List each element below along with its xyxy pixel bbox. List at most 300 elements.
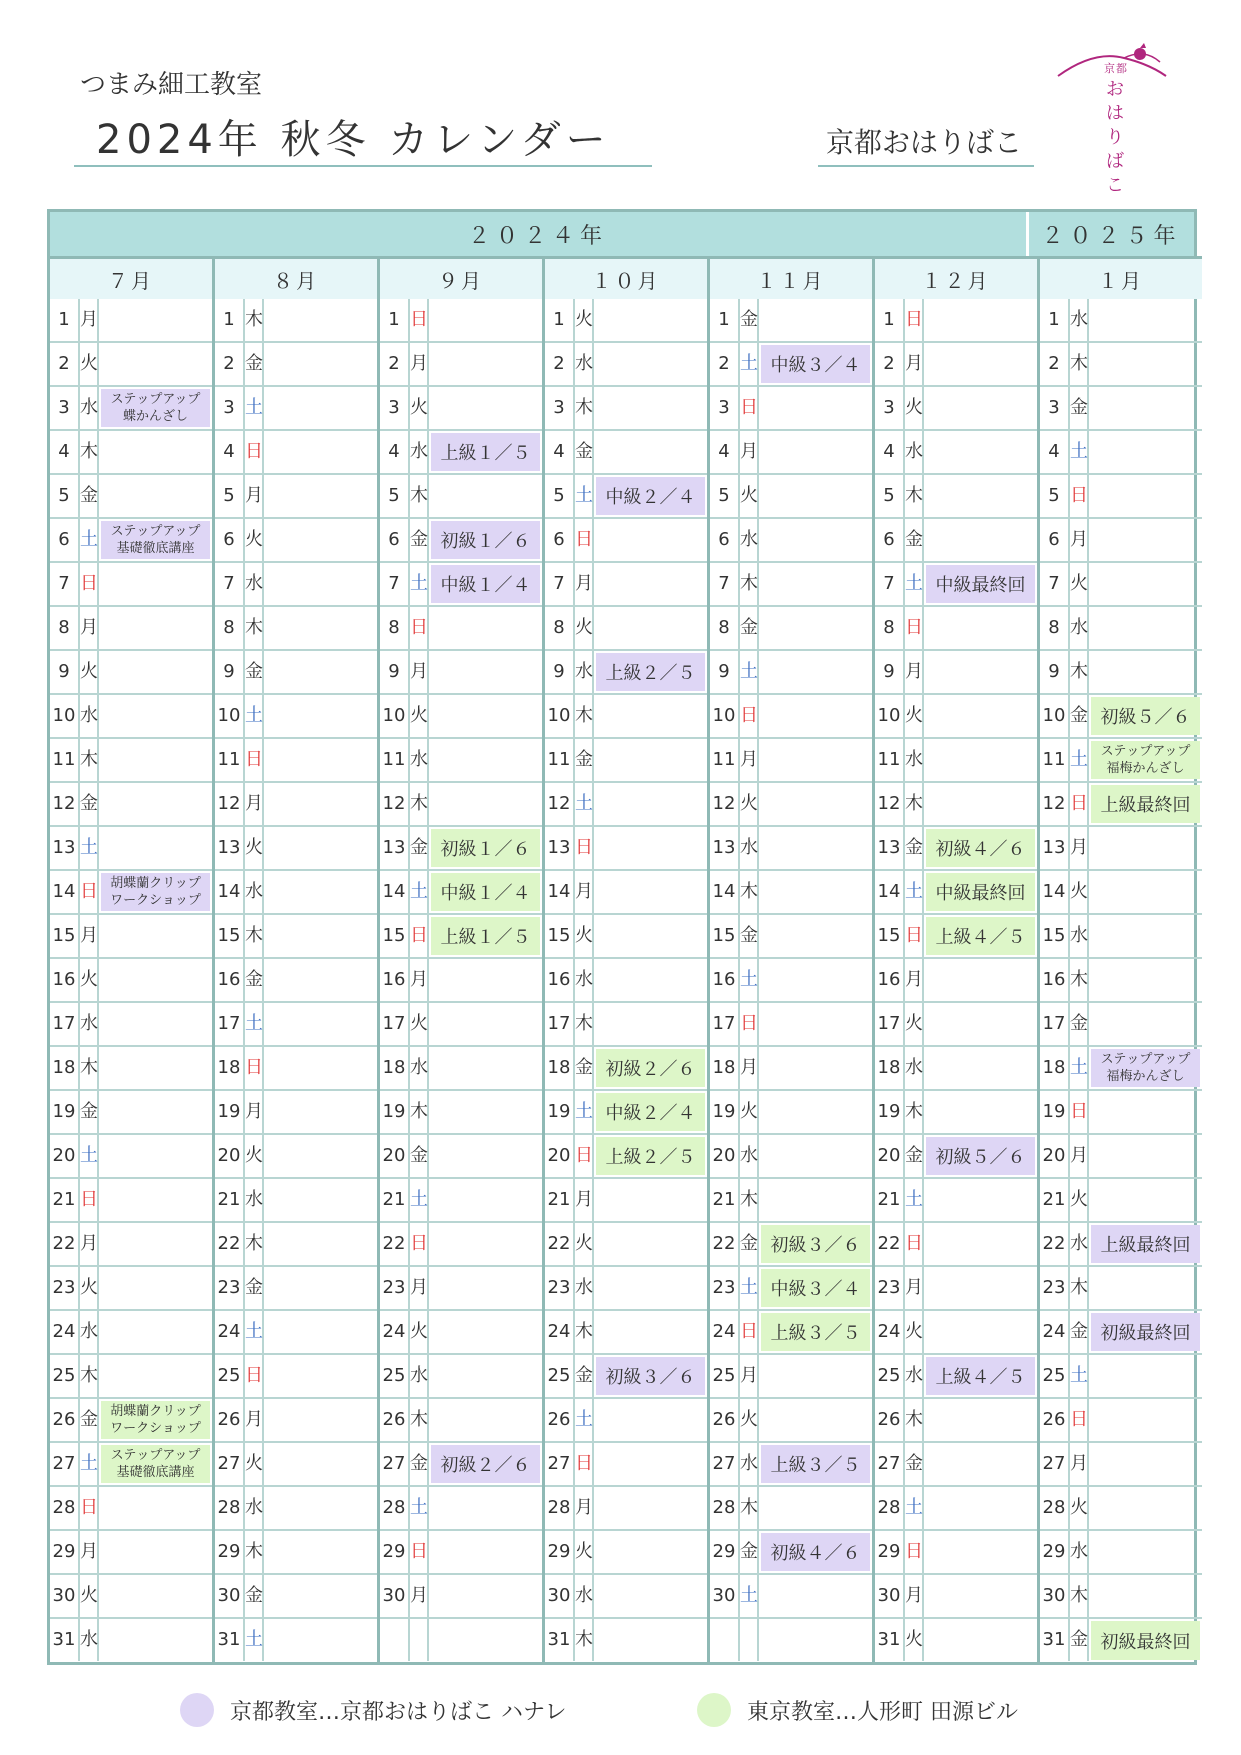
weekday: 水 (573, 651, 594, 693)
day-row (710, 1223, 872, 1267)
day-row (545, 695, 707, 739)
weekday: 金 (738, 915, 759, 957)
day-number: 9 (223, 661, 235, 682)
legend-tokyo-label: 東京教室…人形町 田源ビル (747, 1699, 1018, 1725)
weekday: 水 (78, 1619, 99, 1661)
weekday: 金 (243, 343, 264, 385)
day-number: 11 (52, 749, 76, 770)
weekday: 土 (243, 1003, 264, 1045)
weekday: 土 (1068, 1047, 1089, 1089)
weekday: 木 (78, 739, 99, 781)
weekday: 木 (1068, 959, 1089, 1001)
weekday: 火 (903, 1311, 924, 1353)
day-number: 2 (388, 353, 400, 374)
month-column (545, 256, 707, 1662)
day-number: 7 (223, 573, 235, 594)
weekday: 月 (408, 651, 429, 693)
day-row (215, 1531, 377, 1575)
day-row (710, 1619, 872, 1662)
day-number: 24 (712, 1321, 736, 1342)
weekday: 日 (408, 299, 429, 341)
weekday: 土 (243, 1619, 264, 1661)
weekday: 日 (78, 1487, 99, 1529)
day-row (545, 1399, 707, 1443)
day-number: 13 (217, 837, 241, 858)
weekday: 月 (1068, 827, 1089, 869)
day-row (380, 1531, 542, 1575)
day-row (215, 871, 377, 915)
day-row (380, 1619, 542, 1662)
day-row (875, 607, 1037, 651)
day-row (875, 1355, 1037, 1399)
month-column (380, 256, 542, 1662)
day-row (710, 1267, 872, 1311)
day-row (710, 1311, 872, 1355)
day-row (380, 871, 542, 915)
weekday (408, 1619, 429, 1661)
weekday: 水 (738, 1443, 759, 1485)
weekday: 水 (408, 1047, 429, 1089)
day-row (545, 1443, 707, 1487)
day-row (545, 1575, 707, 1619)
day-row (545, 1003, 707, 1047)
weekday: 日 (738, 1003, 759, 1045)
day-number: 2 (1048, 353, 1060, 374)
weekday: 金 (243, 1575, 264, 1617)
day-row (380, 563, 542, 607)
weekday: 土 (243, 1311, 264, 1353)
day-number: 30 (382, 1585, 406, 1606)
weekday: 水 (573, 959, 594, 1001)
weekday: 火 (243, 1135, 264, 1177)
day-row (380, 783, 542, 827)
day-row (1040, 1575, 1202, 1619)
day-number: 28 (547, 1497, 571, 1518)
weekday: 月 (408, 1575, 429, 1617)
day-row (215, 1399, 377, 1443)
event-kyoto: 初級５／６ (926, 1137, 1035, 1175)
school-name: つまみ細工教室 (80, 70, 263, 100)
day-row (875, 1047, 1037, 1091)
day-number: 9 (553, 661, 565, 682)
day-number: 16 (382, 969, 406, 990)
weekday: 土 (243, 695, 264, 737)
event-tokyo: 胡蝶蘭クリップ ワークショップ (101, 1401, 210, 1439)
event-tokyo: 初級１／６ (431, 829, 540, 867)
day-row (380, 1355, 542, 1399)
weekday: 金 (573, 431, 594, 473)
day-number: 28 (382, 1497, 406, 1518)
day-number: 3 (883, 397, 895, 418)
weekday: 日 (243, 739, 264, 781)
day-row (875, 1223, 1037, 1267)
day-row (545, 783, 707, 827)
day-number: 30 (1042, 1585, 1066, 1606)
month-header: １月 (1040, 256, 1202, 299)
day-row (875, 783, 1037, 827)
weekday: 木 (408, 1091, 429, 1133)
day-row (875, 871, 1037, 915)
day-number: 13 (547, 837, 571, 858)
day-row (710, 1575, 872, 1619)
day-number: 17 (712, 1013, 736, 1034)
day-number: 12 (52, 793, 76, 814)
day-number: 21 (877, 1189, 901, 1210)
weekday: 水 (243, 871, 264, 913)
day-row (380, 431, 542, 475)
day-number: 27 (217, 1453, 241, 1474)
weekday: 月 (408, 1267, 429, 1309)
day-number: 22 (877, 1233, 901, 1254)
day-row (50, 1619, 212, 1662)
weekday: 土 (78, 519, 99, 561)
weekday: 金 (1068, 387, 1089, 429)
day-number: 14 (52, 881, 76, 902)
day-number: 1 (388, 309, 400, 330)
day-row (545, 1047, 707, 1091)
weekday: 火 (78, 343, 99, 385)
day-number: 25 (547, 1365, 571, 1386)
day-row (1040, 607, 1202, 651)
event-tokyo: 初級２／６ (596, 1049, 705, 1087)
event-kyoto: 中級３／４ (761, 345, 870, 383)
day-number: 31 (1042, 1629, 1066, 1650)
day-row (1040, 1267, 1202, 1311)
day-row (50, 1443, 212, 1487)
weekday: 火 (408, 387, 429, 429)
weekday: 火 (738, 475, 759, 517)
day-number: 29 (547, 1541, 571, 1562)
month-column (875, 256, 1037, 1662)
weekday: 木 (738, 563, 759, 605)
day-row (1040, 1443, 1202, 1487)
weekday: 金 (1068, 1619, 1089, 1661)
weekday: 月 (1068, 1443, 1089, 1485)
day-row (50, 1047, 212, 1091)
weekday (738, 1619, 759, 1661)
day-number: 6 (553, 529, 565, 550)
day-number: 15 (52, 925, 76, 946)
day-number: 17 (1042, 1013, 1066, 1034)
day-row (380, 651, 542, 695)
day-number: 18 (52, 1057, 76, 1078)
weekday: 土 (408, 1179, 429, 1221)
weekday: 火 (78, 1575, 99, 1617)
day-number: 2 (58, 353, 70, 374)
day-number: 19 (877, 1101, 901, 1122)
day-number: 16 (877, 969, 901, 990)
day-number: 29 (1042, 1541, 1066, 1562)
day-row (545, 651, 707, 695)
day-row (215, 343, 377, 387)
day-number: 7 (1048, 573, 1060, 594)
weekday: 木 (573, 1619, 594, 1661)
weekday: 火 (78, 959, 99, 1001)
day-row (380, 915, 542, 959)
weekday: 金 (78, 783, 99, 825)
day-row (875, 1619, 1037, 1662)
day-number: 12 (382, 793, 406, 814)
day-row (50, 915, 212, 959)
day-row (545, 563, 707, 607)
weekday: 水 (243, 563, 264, 605)
day-number: 18 (877, 1057, 901, 1078)
day-number: 28 (52, 1497, 76, 1518)
weekday: 水 (573, 1575, 594, 1617)
day-row (215, 1311, 377, 1355)
weekday: 土 (573, 1399, 594, 1441)
day-number: 24 (382, 1321, 406, 1342)
day-row (50, 1355, 212, 1399)
day-number: 17 (217, 1013, 241, 1034)
day-number: 20 (712, 1145, 736, 1166)
day-row (380, 1487, 542, 1531)
weekday: 水 (738, 519, 759, 561)
weekday: 木 (408, 1399, 429, 1441)
day-number: 25 (52, 1365, 76, 1386)
day-number: 3 (223, 397, 235, 418)
day-row (875, 1311, 1037, 1355)
day-row (215, 1267, 377, 1311)
day-row (875, 959, 1037, 1003)
calendar-table (47, 209, 1197, 1665)
day-row (875, 563, 1037, 607)
day-row (710, 1091, 872, 1135)
day-number: 25 (712, 1365, 736, 1386)
weekday: 木 (573, 695, 594, 737)
day-number: 4 (223, 441, 235, 462)
day-row (1040, 695, 1202, 739)
day-row (710, 1487, 872, 1531)
day-number: 29 (877, 1541, 901, 1562)
day-number: 22 (382, 1233, 406, 1254)
event-tokyo: ステップアップ 福梅かんざし (1091, 741, 1200, 779)
day-row (875, 739, 1037, 783)
weekday: 火 (78, 651, 99, 693)
page-title: 2024年 秋冬 カレンダー (96, 117, 611, 163)
day-row (875, 1267, 1037, 1311)
weekday: 月 (573, 1487, 594, 1529)
day-number: 3 (58, 397, 70, 418)
day-number: 14 (382, 881, 406, 902)
event-tokyo: 上級最終回 (1091, 785, 1200, 823)
brand-logo (1054, 40, 1170, 196)
day-number: 12 (1042, 793, 1066, 814)
day-number: 16 (217, 969, 241, 990)
weekday: 火 (738, 1091, 759, 1133)
day-number: 17 (547, 1013, 571, 1034)
event-kyoto: 上級３／５ (761, 1445, 870, 1483)
event-kyoto: 初級最終回 (1091, 1313, 1200, 1351)
day-row (1040, 1531, 1202, 1575)
day-number: 21 (547, 1189, 571, 1210)
day-row (380, 1443, 542, 1487)
weekday: 月 (408, 959, 429, 1001)
weekday: 木 (78, 1047, 99, 1089)
weekday: 土 (78, 1443, 99, 1485)
day-number: 4 (1048, 441, 1060, 462)
weekday: 月 (243, 1399, 264, 1441)
weekday: 土 (408, 563, 429, 605)
day-row (50, 519, 212, 563)
day-number: 21 (712, 1189, 736, 1210)
day-row (380, 1575, 542, 1619)
weekday: 日 (408, 1531, 429, 1573)
weekday: 日 (243, 431, 264, 473)
day-row (710, 1355, 872, 1399)
weekday: 木 (1068, 651, 1089, 693)
day-number: 18 (382, 1057, 406, 1078)
day-number: 31 (877, 1629, 901, 1650)
day-number: 24 (217, 1321, 241, 1342)
day-row (380, 1311, 542, 1355)
day-row (380, 1135, 542, 1179)
day-number: 3 (718, 397, 730, 418)
day-row (875, 1575, 1037, 1619)
day-row (545, 475, 707, 519)
event-tokyo: 初級３／６ (761, 1225, 870, 1263)
day-row (215, 1575, 377, 1619)
day-row (545, 1267, 707, 1311)
day-number: 12 (712, 793, 736, 814)
day-number: 20 (1042, 1145, 1066, 1166)
day-row (545, 607, 707, 651)
day-number: 24 (547, 1321, 571, 1342)
day-row (1040, 431, 1202, 475)
day-row (545, 431, 707, 475)
day-number: 4 (883, 441, 895, 462)
weekday: 土 (1068, 739, 1089, 781)
day-row (1040, 651, 1202, 695)
month-header: ９月 (380, 256, 542, 299)
day-number: 8 (553, 617, 565, 638)
day-row (875, 1399, 1037, 1443)
day-number: 3 (1048, 397, 1060, 418)
weekday: 水 (903, 1355, 924, 1397)
weekday: 金 (903, 519, 924, 561)
day-row (710, 1135, 872, 1179)
legend-kyoto (180, 1693, 567, 1727)
day-number: 7 (553, 573, 565, 594)
event-tokyo: 上級４／５ (926, 917, 1035, 955)
tokyo-dot-icon (697, 1693, 731, 1727)
day-row (50, 827, 212, 871)
day-row (50, 1223, 212, 1267)
day-number: 19 (1042, 1101, 1066, 1122)
day-row (380, 695, 542, 739)
weekday: 木 (903, 475, 924, 517)
weekday: 水 (1068, 607, 1089, 649)
event-tokyo: 中級３／４ (761, 1269, 870, 1307)
day-row (710, 1179, 872, 1223)
event-kyoto: 上級１／５ (431, 433, 540, 471)
day-number: 2 (553, 353, 565, 374)
weekday: 月 (243, 783, 264, 825)
day-row (50, 431, 212, 475)
day-number: 1 (1048, 309, 1060, 330)
day-row (710, 1399, 872, 1443)
day-row (1040, 475, 1202, 519)
day-number: 5 (718, 485, 730, 506)
weekday: 水 (1068, 915, 1089, 957)
event-tokyo: 中級最終回 (926, 873, 1035, 911)
day-row (215, 387, 377, 431)
weekday: 月 (738, 1355, 759, 1397)
day-row (215, 651, 377, 695)
day-row (710, 1531, 872, 1575)
day-row (875, 519, 1037, 563)
event-tokyo: 初級最終回 (1091, 1621, 1200, 1660)
day-row (1040, 1047, 1202, 1091)
weekday: 金 (573, 1355, 594, 1397)
weekday: 木 (903, 783, 924, 825)
weekday: 水 (408, 431, 429, 473)
day-number: 16 (1042, 969, 1066, 990)
day-row (1040, 519, 1202, 563)
day-number: 26 (712, 1409, 736, 1430)
day-number: 16 (52, 969, 76, 990)
event-kyoto: 初級３／６ (596, 1357, 705, 1395)
day-number: 20 (217, 1145, 241, 1166)
weekday: 火 (573, 1531, 594, 1573)
day-row (50, 475, 212, 519)
day-number: 29 (382, 1541, 406, 1562)
weekday: 日 (903, 915, 924, 957)
day-row (50, 695, 212, 739)
day-number: 3 (553, 397, 565, 418)
weekday: 水 (903, 739, 924, 781)
day-number: 19 (217, 1101, 241, 1122)
weekday: 木 (573, 1003, 594, 1045)
weekday: 水 (78, 695, 99, 737)
weekday: 金 (408, 1443, 429, 1485)
day-row (710, 783, 872, 827)
day-row (50, 651, 212, 695)
weekday: 金 (573, 739, 594, 781)
day-row (1040, 1487, 1202, 1531)
weekday: 火 (573, 607, 594, 649)
weekday: 火 (243, 827, 264, 869)
event-kyoto: 上級最終回 (1091, 1225, 1200, 1263)
day-row (875, 343, 1037, 387)
day-row (215, 1619, 377, 1662)
day-number: 24 (877, 1321, 901, 1342)
day-row (1040, 783, 1202, 827)
day-number: 30 (712, 1585, 736, 1606)
day-row (215, 475, 377, 519)
day-row (1040, 827, 1202, 871)
event-tokyo: 中級１／４ (431, 873, 540, 911)
day-row (215, 519, 377, 563)
day-number: 10 (382, 705, 406, 726)
day-number: 19 (547, 1101, 571, 1122)
day-number: 15 (877, 925, 901, 946)
day-number: 12 (547, 793, 571, 814)
day-row (545, 1311, 707, 1355)
day-number: 8 (718, 617, 730, 638)
day-row (875, 299, 1037, 343)
day-row (50, 1487, 212, 1531)
weekday: 金 (738, 607, 759, 649)
day-row (1040, 1355, 1202, 1399)
day-row (545, 519, 707, 563)
weekday: 火 (408, 1003, 429, 1045)
day-row (1040, 959, 1202, 1003)
day-row (215, 915, 377, 959)
day-row (380, 1267, 542, 1311)
day-row (545, 343, 707, 387)
weekday: 日 (243, 1355, 264, 1397)
